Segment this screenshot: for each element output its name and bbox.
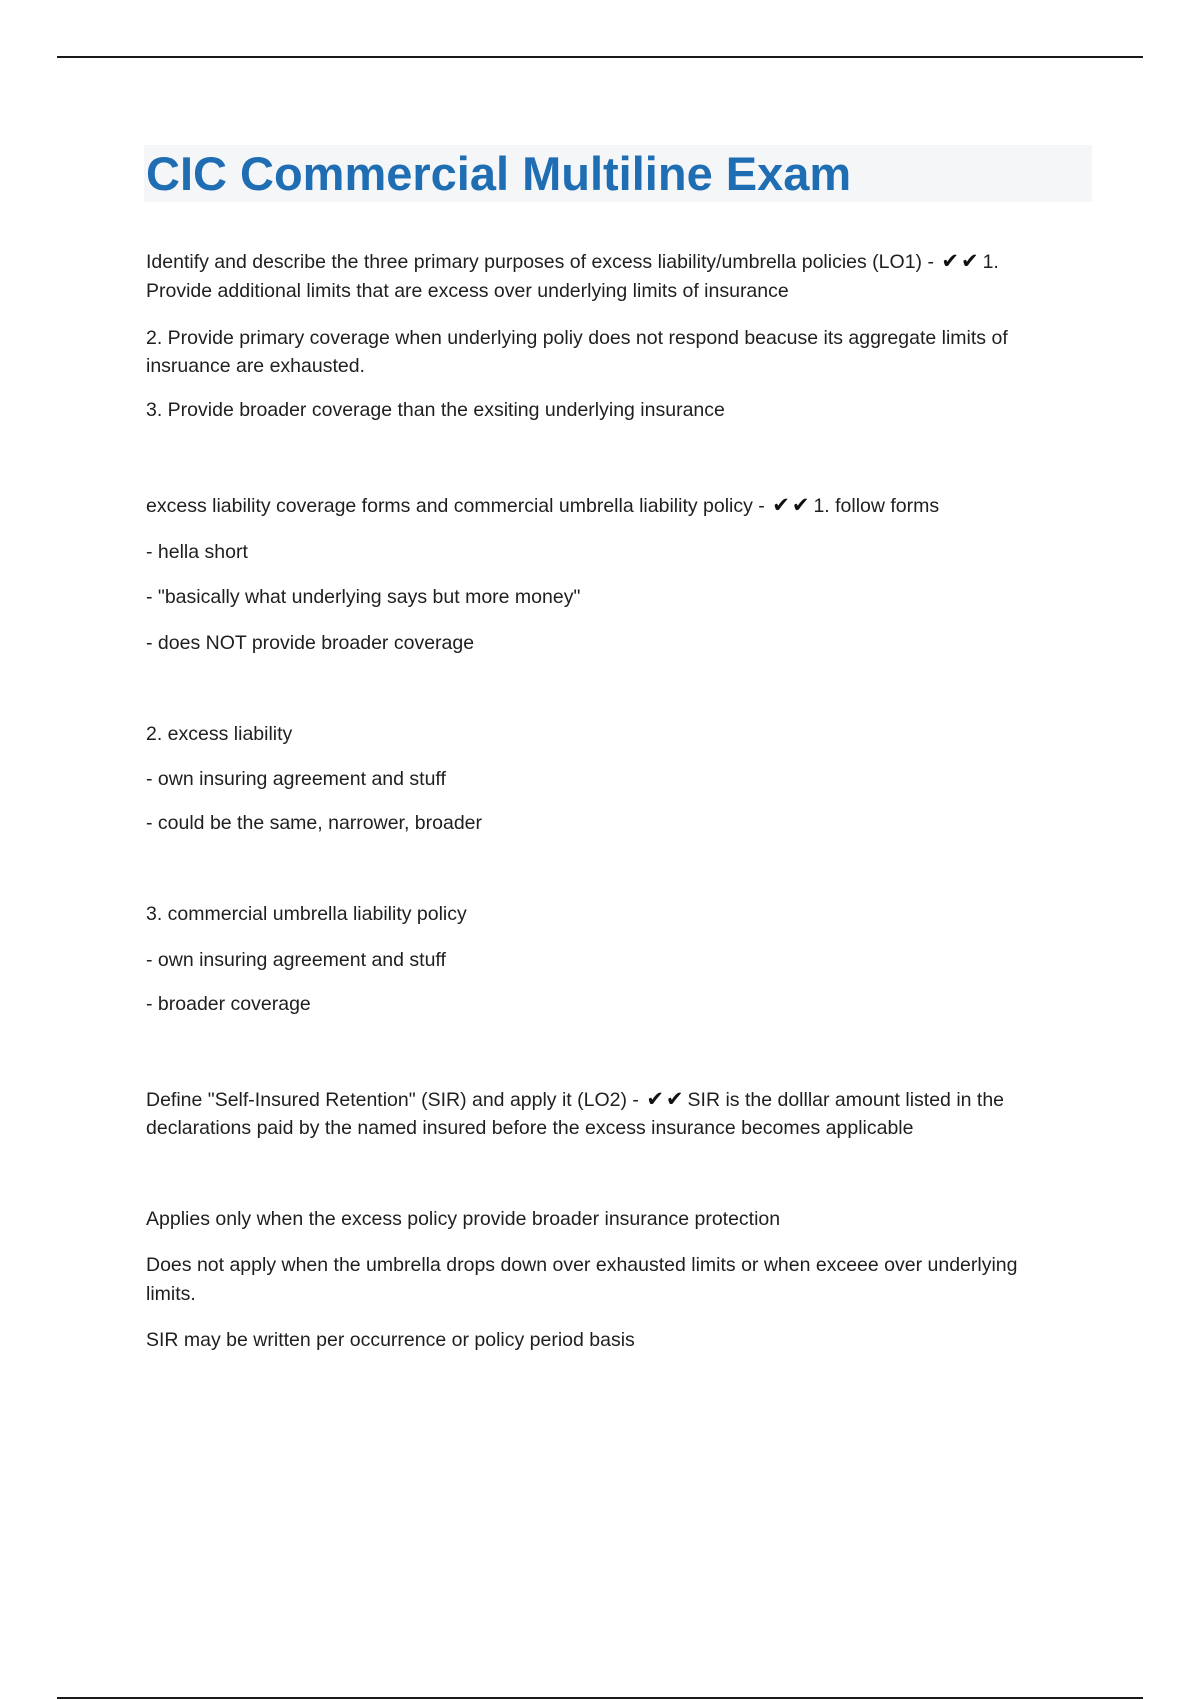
q3-applies-only: Applies only when the excess policy provide broader insurance protection (146, 1208, 781, 1230)
q2-item-a-2: - "basically what underlying says but more money" (146, 586, 581, 608)
q2-question-line (146, 491, 939, 520)
double-check-icon: ✔✔ (646, 1087, 686, 1111)
q3-question-text: Define "Self-Insured Retention" (SIR) and apply it (LO2) - (146, 1089, 639, 1111)
q2-item-a-1: - hella short (146, 541, 248, 563)
q2-item-c-1: - own insuring agreement and stuff (146, 949, 446, 971)
q1-answer-point-2-line-2: insruance are exhausted. (146, 355, 365, 377)
q2-heading-b: 2. excess liability (146, 723, 293, 745)
q2-question-text: excess liability coverage forms and commercial umbrella liability policy - (146, 495, 765, 517)
q1-answer-line-1: Provide additional limits that are excess over underlying limits of insurance (146, 280, 789, 302)
q1-question-line (146, 247, 999, 276)
q2-item-a-3: - does NOT provide broader coverage (146, 632, 475, 654)
q3-does-not-apply-line-1: Does not apply when the umbrella drops down over exhausted limits or when exceee over underlying (146, 1254, 1018, 1276)
q3-does-not-apply-line-2: limits. (146, 1283, 196, 1305)
q3-answer-line-2: declarations paid by the named insured before the excess insurance becomes applicable (146, 1117, 914, 1139)
q2-item-b-2: - could be the same, narrower, broader (146, 812, 483, 834)
double-check-icon: ✔✔ (772, 493, 812, 517)
q3-sir-basis: SIR may be written per occurrence or policy period basis (146, 1329, 635, 1351)
q2-heading-c: 3. commercial umbrella liability policy (146, 903, 467, 925)
page-title: CIC Commercial Multiline Exam (146, 147, 852, 200)
double-check-icon: ✔✔ (941, 249, 981, 273)
q3-question-line (146, 1085, 1004, 1114)
bottom-rule (57, 1697, 1143, 1699)
q1-answer-start: 1. (982, 251, 999, 273)
q2-item-c-2: - broader coverage (146, 993, 311, 1015)
q1-answer-point-3: 3. Provide broader coverage than the exsiting underlying insurance (146, 399, 725, 421)
q2-answer-start: 1. follow forms (813, 495, 940, 517)
q2-item-b-1: - own insuring agreement and stuff (146, 768, 446, 790)
top-rule (57, 56, 1143, 58)
q1-question-text: Identify and describe the three primary purposes of excess liability/umbrella policies (LO1) - (146, 251, 934, 273)
q3-answer-start: SIR is the dolllar amount listed in the (687, 1089, 1005, 1111)
q1-answer-point-2-line-1: 2. Provide primary coverage when underlying poliy does not respond beacuse its aggregate limits of (146, 327, 1008, 349)
